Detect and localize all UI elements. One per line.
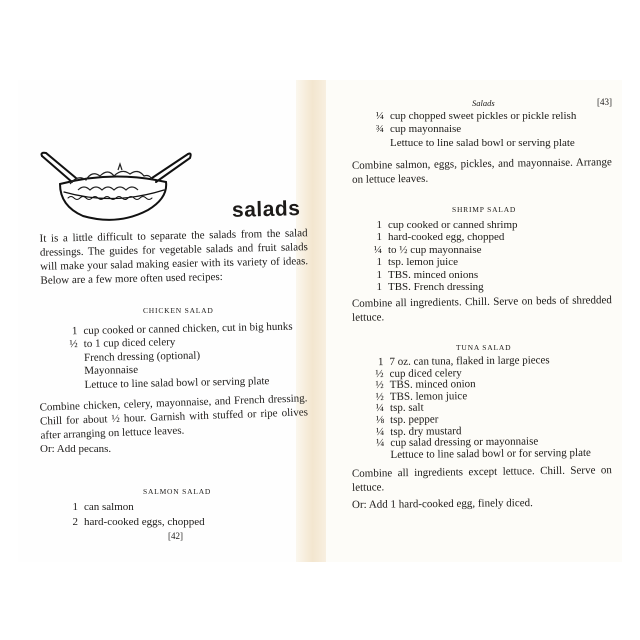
ingredient-row: 1 cup cooked or canned shrimp: [376, 219, 518, 231]
shrimp-salad-ingredients: [370, 219, 518, 293]
ingredient-row: ½ to 1 cup diced celery: [69, 336, 176, 351]
salmon-salad-ingredients: [66, 500, 205, 530]
ingredient-row: 1 TBS. French dressing: [376, 281, 484, 294]
salmon-continued-ingredients: [372, 110, 576, 150]
ingredient-row: Lettuce to line salad bowl or serving plate: [84, 374, 270, 391]
chicken-salad-directions: Combine chicken, celery, mayonnaise, and French dressing. Chill for about ½ hour. Garnish with stuffed or ripe olives after arranging on lettuce leaves.: [39, 392, 309, 442]
ingredient-row: 1 can salmon: [72, 501, 134, 513]
ingredient-row: 1 TBS. minced onions: [376, 268, 479, 281]
running-head: Salads: [472, 98, 495, 108]
tuna-salad-ingredients: [371, 355, 590, 462]
ingredient-row: ½ TBS. lemon juice: [375, 389, 468, 403]
ingredient-row: 1 cup cooked or canned chicken, cut in big hunks: [71, 320, 293, 338]
ingredient-row: ¾ cup mayonnaise: [375, 123, 462, 136]
book-gutter: [296, 80, 326, 562]
chapter-title: salads: [231, 197, 301, 222]
ingredient-row: ¼ cup salad dressing or mayonnaise: [376, 435, 539, 450]
ingredient-row: 1 hard-cooked egg, chopped: [376, 231, 505, 244]
salmon-salad-directions: Combine salmon, eggs, pickles, and mayonnaise. Arrange on lettuce leaves.: [351, 156, 612, 186]
tuna-salad-directions: Combine all ingredients except lettuce. Chill. Serve on lettuce.: [351, 464, 612, 494]
page-number-left: [42]: [168, 531, 183, 541]
ingredient-row: ¼ cup chopped sweet pickles or pickle relish: [375, 110, 577, 122]
tuna-salad-heading: TUNA SALAD: [456, 343, 512, 352]
ingredient-row: ¼ tsp. dry mustard: [375, 424, 462, 438]
ingredient-row: 1 tsp. lemon juice: [376, 256, 458, 269]
ingredient-row: 1 7 oz. can tuna, flaked in large pieces: [377, 354, 550, 369]
ingredient-row: 2 hard-cooked eggs, chopped: [72, 516, 205, 528]
ingredient-row: ½ TBS. minced onion: [375, 378, 476, 392]
salmon-salad-heading: SALMON SALAD: [143, 487, 212, 496]
intro-paragraph: It is a little difficult to separate the salads from the salad dressings. The guides for vegetable salads and fruit salads will make your salad making easier with its variety of ideas. Below are a few more often used recipes:: [39, 227, 309, 287]
page-number-right: [43]: [597, 97, 612, 107]
chicken-salad-variation: Or: Add pecans.: [40, 443, 112, 455]
ingredient-row: Lettuce to line salad bowl or for serving plate: [390, 446, 591, 461]
chicken-salad-ingredients: [65, 321, 294, 393]
shrimp-salad-directions: Combine all ingredients. Chill. Serve on beds of shredded lettuce.: [351, 294, 612, 324]
ingredient-row: Lettuce to line salad bowl or serving plate: [390, 136, 575, 149]
ingredient-row: ½ cup diced celery: [375, 366, 462, 380]
tuna-salad-variation: Or: Add 1 hard-cooked egg, finely diced.: [351, 497, 533, 511]
chicken-salad-heading: CHICKEN SALAD: [143, 306, 214, 315]
ingredient-row: Mayonnaise: [84, 364, 139, 378]
shrimp-salad-heading: SHRIMP SALAD: [452, 205, 517, 214]
ingredient-row: ⅛ tsp. pepper: [375, 413, 439, 427]
ingredient-row: ¼ to ½ cup mayonnaise: [373, 243, 482, 256]
ingredient-row: French dressing (optional): [83, 349, 201, 364]
salad-bowl-illustration: [38, 148, 193, 228]
ingredient-row: ¼ tsp. salt: [375, 401, 424, 415]
